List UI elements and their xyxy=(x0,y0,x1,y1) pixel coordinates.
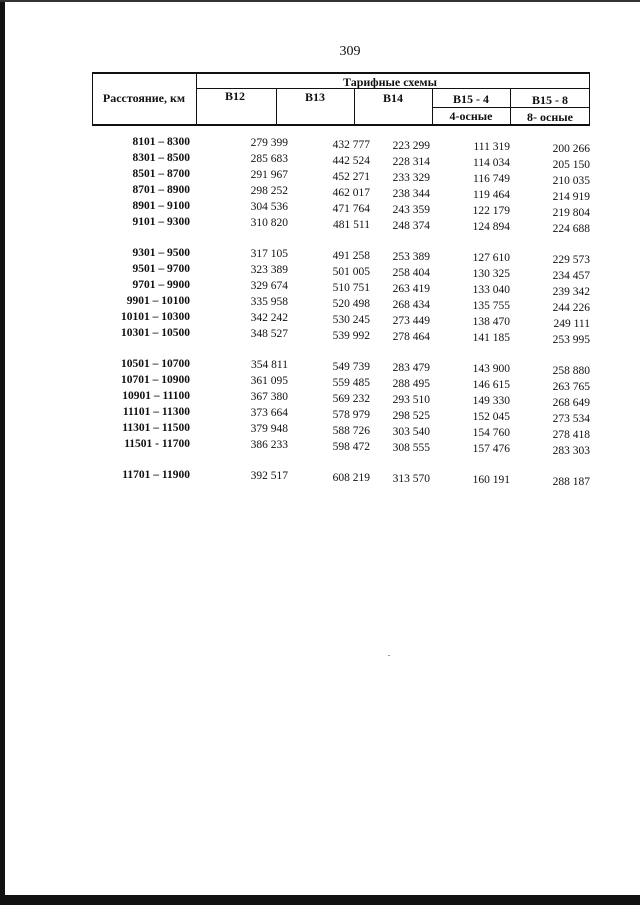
cell-distance-range: 9501 – 9700 xyxy=(132,263,190,275)
cell-b12: 298 252 xyxy=(250,185,288,198)
cell-b12: 392 517 xyxy=(250,470,288,483)
table-row xyxy=(90,295,600,314)
cell-b14: 253 389 xyxy=(392,250,430,263)
cell-b15-4: 124 894 xyxy=(472,221,510,234)
cell-distance-range: 9701 – 9900 xyxy=(132,279,190,291)
cell-b12: 304 536 xyxy=(250,201,288,214)
scan-edge-left xyxy=(0,0,5,905)
cell-distance-range: 8701 – 8900 xyxy=(132,184,190,196)
cell-b13: 549 739 xyxy=(332,360,370,373)
cell-b15-4: 154 760 xyxy=(472,427,510,440)
cell-b13: 520 498 xyxy=(332,297,370,310)
cell-b14: 313 570 xyxy=(392,472,430,485)
cell-b15-4: 146 615 xyxy=(472,379,510,392)
cell-b15-8: 210 035 xyxy=(552,174,590,187)
table-row xyxy=(90,390,600,409)
cell-b12: 317 105 xyxy=(250,248,288,261)
cell-b15-8: 268 649 xyxy=(552,396,590,409)
cell-b13: 481 511 xyxy=(333,218,370,231)
cell-b14: 238 344 xyxy=(392,187,430,200)
cell-b13: 442 524 xyxy=(332,154,370,167)
table-row xyxy=(90,168,600,187)
row-group xyxy=(90,358,600,457)
header-b15-4-sub: 4-осные xyxy=(449,109,493,123)
cell-b15-4: 141 185 xyxy=(472,332,510,345)
table-row xyxy=(90,184,600,203)
scan-edge-top xyxy=(0,0,640,2)
header-b15-4: В15 - 4 xyxy=(453,92,489,106)
cell-distance-range: 9101 – 9300 xyxy=(132,216,190,228)
cell-b15-8: 219 804 xyxy=(552,206,590,219)
cell-distance-range: 10701 – 10900 xyxy=(121,374,190,386)
cell-b12: 279 399 xyxy=(250,137,288,150)
cell-b15-8: 273 534 xyxy=(552,412,590,425)
cell-b12: 335 958 xyxy=(250,296,288,309)
cell-b15-8: 200 266 xyxy=(552,142,590,155)
cell-distance-range: 10301 – 10500 xyxy=(121,327,190,339)
table-row xyxy=(90,358,600,377)
cell-b13: 569 232 xyxy=(332,392,370,405)
page-number: 309 xyxy=(339,44,361,59)
table-row xyxy=(90,438,600,457)
cell-b15-8: 263 765 xyxy=(552,380,590,393)
cell-distance-range: 10901 – 11100 xyxy=(122,390,190,402)
cell-b12: 323 389 xyxy=(250,264,288,277)
cell-b15-8: 258 880 xyxy=(552,364,590,377)
table-row xyxy=(90,422,600,441)
cell-b14: 228 314 xyxy=(392,155,430,168)
row-group xyxy=(90,247,600,346)
cell-b14: 258 404 xyxy=(392,266,430,279)
cell-b15-8: 234 457 xyxy=(552,269,590,282)
header-divider-b13 xyxy=(354,88,355,125)
table-row xyxy=(90,152,600,171)
header-distance: Расстояние, км xyxy=(102,91,186,105)
cell-b15-8: 288 187 xyxy=(552,475,590,488)
cell-b12: 329 674 xyxy=(250,280,288,293)
cell-distance-range: 8301 – 8500 xyxy=(132,152,190,164)
table-body xyxy=(90,136,600,488)
row-group xyxy=(90,469,600,488)
cell-distance-range: 11101 – 11300 xyxy=(122,406,190,418)
cell-b14: 268 434 xyxy=(392,298,430,311)
cell-b13: 598 472 xyxy=(332,440,370,453)
cell-b15-4: 116 749 xyxy=(473,173,510,186)
header-b12: В12 xyxy=(224,89,245,103)
cell-distance-range: 10101 – 10300 xyxy=(121,311,190,323)
cell-b13: 539 992 xyxy=(332,329,370,342)
cell-b13: 462 017 xyxy=(332,186,370,199)
header-divider-right xyxy=(589,72,590,125)
cell-b13: 608 219 xyxy=(332,471,370,484)
cell-b14: 308 555 xyxy=(392,441,430,454)
cell-b14: 293 510 xyxy=(392,393,430,406)
table-row xyxy=(90,327,600,346)
table-row xyxy=(90,374,600,393)
cell-b15-8: 239 342 xyxy=(552,285,590,298)
table-row xyxy=(90,469,600,488)
cell-b15-4: 152 045 xyxy=(472,411,510,424)
cell-b15-4: 119 464 xyxy=(473,189,510,202)
cell-b13: 501 005 xyxy=(332,265,370,278)
cell-distance-range: 10501 – 10700 xyxy=(121,358,190,370)
cell-b15-4: 143 900 xyxy=(472,363,510,376)
cell-b14: 273 449 xyxy=(392,314,430,327)
cell-b12: 291 967 xyxy=(250,169,288,182)
cell-distance-range: 8901 – 9100 xyxy=(132,200,190,212)
cell-distance-range: 11701 – 11900 xyxy=(122,469,190,481)
table-row xyxy=(90,263,600,282)
cell-b15-8: 244 226 xyxy=(552,301,590,314)
cell-b15-8: 249 111 xyxy=(553,317,590,330)
table-row xyxy=(90,200,600,219)
cell-distance-range: 8501 – 8700 xyxy=(132,168,190,180)
cell-b15-4: 111 319 xyxy=(473,141,510,154)
cell-b14: 233 329 xyxy=(392,171,430,184)
cell-b14: 288 495 xyxy=(392,377,430,390)
cell-b15-8: 278 418 xyxy=(552,428,590,441)
cell-b15-4: 133 040 xyxy=(472,284,510,297)
table-row xyxy=(90,406,600,425)
header-divider-b14 xyxy=(432,88,433,125)
header-b14: В14 xyxy=(382,91,403,105)
cell-distance-range: 9901 – 10100 xyxy=(126,295,190,307)
cell-b12: 379 948 xyxy=(250,423,288,436)
cell-b15-4: 149 330 xyxy=(472,395,510,408)
cell-b15-4: 138 470 xyxy=(472,316,510,329)
cell-b12: 367 380 xyxy=(250,391,288,404)
cell-b12: 386 233 xyxy=(250,439,288,452)
cell-distance-range: 8101 – 8300 xyxy=(132,136,190,148)
cell-b15-4: 122 179 xyxy=(472,205,510,218)
table-row xyxy=(90,216,600,235)
cell-b15-4: 157 476 xyxy=(472,443,510,456)
scan-speck xyxy=(388,655,390,656)
cell-b13: 530 245 xyxy=(332,313,370,326)
scan-edge-bottom xyxy=(0,895,640,905)
cell-b13: 491 258 xyxy=(332,249,370,262)
cell-b13: 432 777 xyxy=(332,138,370,151)
header-b13: В13 xyxy=(304,90,325,104)
cell-b13: 578 979 xyxy=(332,408,370,421)
cell-b15-8: 214 919 xyxy=(552,190,590,203)
cell-b13: 471 764 xyxy=(332,202,370,215)
cell-b13: 588 726 xyxy=(332,424,370,437)
cell-b12: 342 242 xyxy=(250,312,288,325)
cell-b15-8: 283 303 xyxy=(552,444,590,457)
cell-b14: 298 525 xyxy=(392,409,430,422)
header-b15-8: В15 - 8 xyxy=(532,93,568,107)
cell-b12: 348 527 xyxy=(250,328,288,341)
cell-b12: 373 664 xyxy=(250,407,288,420)
cell-b15-4: 114 034 xyxy=(473,157,510,170)
cell-b15-4: 135 755 xyxy=(472,300,510,313)
row-group xyxy=(90,136,600,235)
cell-distance-range: 9301 – 9500 xyxy=(132,247,190,259)
cell-b15-8: 224 688 xyxy=(552,222,590,235)
cell-b14: 263 419 xyxy=(392,282,430,295)
cell-b14: 303 540 xyxy=(392,425,430,438)
header-schemes: Тарифные схемы xyxy=(343,75,437,89)
cell-b12: 285 683 xyxy=(250,153,288,166)
cell-b15-4: 127 610 xyxy=(472,252,510,265)
table-row xyxy=(90,136,600,155)
table-row xyxy=(90,247,600,266)
table-row xyxy=(90,279,600,298)
cell-b15-8: 229 573 xyxy=(552,253,590,266)
header-divider-b15-4 xyxy=(510,88,511,125)
cell-b12: 361 095 xyxy=(250,375,288,388)
cell-b12: 310 820 xyxy=(250,217,288,230)
cell-distance-range: 11501 - 11700 xyxy=(124,438,190,450)
header-rule-top xyxy=(92,72,590,74)
cell-b15-8: 205 150 xyxy=(552,158,590,171)
cell-b15-4: 130 325 xyxy=(472,268,510,281)
header-divider-distance xyxy=(196,72,197,125)
cell-distance-range: 11301 – 11500 xyxy=(122,422,190,434)
table-row xyxy=(90,311,600,330)
cell-b14: 223 299 xyxy=(392,139,430,152)
cell-b12: 354 811 xyxy=(251,359,288,372)
header-divider-b12 xyxy=(276,88,277,125)
cell-b13: 452 271 xyxy=(332,170,370,183)
header-b15-8-sub: 8- осные xyxy=(527,110,573,124)
cell-b15-4: 160 191 xyxy=(472,474,510,487)
cell-b14: 278 464 xyxy=(392,330,430,343)
cell-b13: 559 485 xyxy=(332,376,370,389)
cell-b14: 243 359 xyxy=(392,203,430,216)
cell-b13: 510 751 xyxy=(332,281,370,294)
cell-b15-8: 253 995 xyxy=(552,333,590,346)
cell-b14: 283 479 xyxy=(392,361,430,374)
cell-b14: 248 374 xyxy=(392,219,430,232)
